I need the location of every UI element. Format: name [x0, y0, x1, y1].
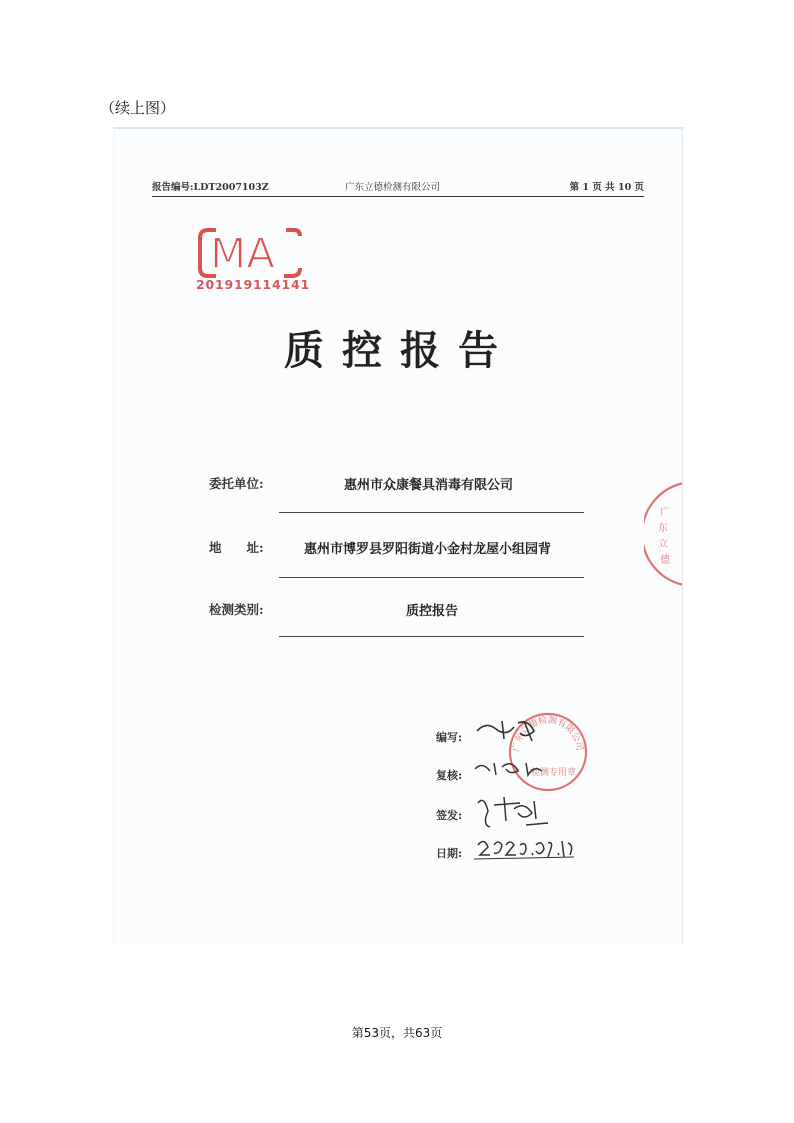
page-info: 第 1 页 共 10 页 — [569, 182, 644, 193]
svg-text:东: 东 — [658, 523, 668, 534]
svg-text:检测专用章: 检测专用章 — [531, 768, 577, 778]
client-underline — [279, 512, 584, 513]
approver-label: 签发: — [436, 809, 463, 822]
date-label: 日期: — [436, 847, 463, 860]
test-type-label: 检测类别: — [209, 602, 264, 617]
scanned-report — [113, 127, 683, 944]
approver-signature — [474, 791, 554, 831]
report-number: 报告编号:LDT2007103Z — [152, 182, 269, 193]
address-underline — [279, 577, 584, 578]
caption: （续上图） — [100, 99, 176, 117]
author-label: 编写: — [436, 731, 463, 744]
address-value: 惠州市博罗县罗阳街道小金村龙屋小组园背 — [304, 542, 552, 557]
ma-cert-number: 201919114141 — [196, 277, 310, 292]
reviewer-signature — [472, 757, 552, 779]
client-label: 委托单位: — [209, 476, 264, 491]
lab-name: 广东立德检测有限公司 — [345, 182, 441, 193]
side-seal — [644, 479, 683, 589]
svg-text:德: 德 — [660, 555, 670, 566]
author-signature — [474, 717, 544, 743]
address-label: 地 址: — [209, 540, 264, 555]
test-type-underline — [279, 636, 584, 637]
svg-text:MA: MA — [210, 229, 275, 278]
svg-text:广东立德检测有限公司: 广东立德检测有限公司 — [511, 715, 585, 753]
svg-text:立: 立 — [658, 539, 668, 550]
test-type-value: 质控报告 — [406, 604, 459, 619]
date-handwriting — [474, 835, 574, 861]
page-footer: 第53页，共63页 — [351, 1026, 443, 1040]
report-header — [152, 179, 644, 197]
svg-text:广: 广 — [660, 507, 670, 518]
reviewer-label: 复核: — [436, 769, 463, 782]
report-title: 质控报告 — [284, 327, 516, 374]
client-value: 惠州市众康餐具消毒有限公司 — [344, 478, 514, 493]
